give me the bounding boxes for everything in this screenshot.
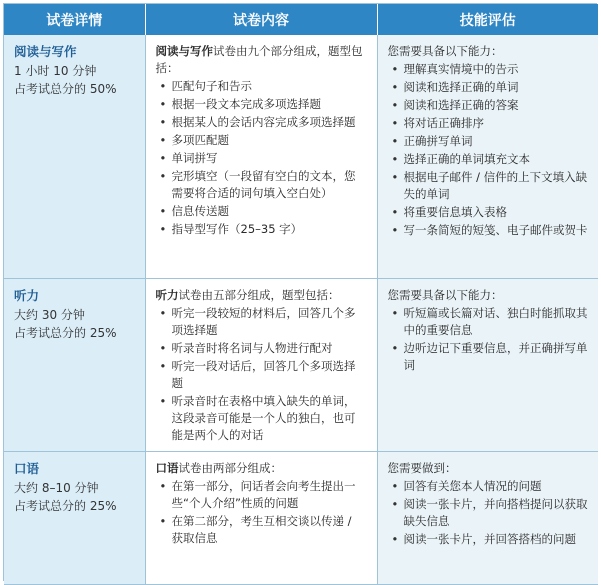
list-item: • 回答有关您本人情况的问题 — [388, 478, 589, 495]
duration-text: 大约 8–10 分钟 — [14, 480, 99, 495]
content-cell — [145, 278, 377, 451]
weight-text: 占考试总分的 25% — [14, 498, 117, 513]
skills-list — [388, 61, 589, 239]
skills-cell — [377, 451, 598, 584]
details-cell — [4, 35, 145, 278]
list-item: • 阅读和选择正确的答案 — [388, 97, 589, 114]
header-skills: 技能评估 — [377, 4, 598, 35]
content-rest: 试卷由两部分组成： — [178, 460, 282, 475]
list-item: • 将对话正确排序 — [388, 115, 589, 132]
content-cell — [145, 35, 377, 278]
section-row-speaking — [4, 451, 598, 584]
content-cell — [145, 451, 377, 584]
skills-list — [388, 305, 589, 374]
list-item: • 阅读一张卡片，并回答搭档的问题 — [388, 531, 589, 548]
content-lead: 口语 — [155, 460, 179, 475]
list-item: • 根据一段文本完成多项选择题 — [156, 96, 367, 113]
content-lead: 听力 — [155, 287, 179, 302]
section-row-listening — [4, 278, 598, 451]
list-item: • 听短篇或长篇对话、独白时能抓取其中的重要信息 — [388, 305, 589, 339]
list-item: • 听录音时在表格中填入缺失的单词，这段录音可能是一个人的独白，也可能是两个人的对话 — [156, 393, 367, 444]
list-item: • 阅读一张卡片，并向搭档提问以获取缺失信息 — [388, 496, 589, 530]
header-content: 试卷内容 — [145, 4, 377, 35]
content-list — [156, 478, 367, 547]
list-item: • 正确拼写单词 — [388, 133, 589, 150]
list-item: • 将重要信息填入表格 — [388, 204, 589, 221]
header-row — [4, 4, 598, 35]
exam-table-container — [3, 3, 597, 581]
list-item: • 单词拼写 — [156, 150, 367, 167]
list-item: • 匹配句子和告示 — [156, 78, 367, 95]
section-title: 阅读与写作 — [14, 44, 77, 59]
weight-text: 占考试总分的 25% — [14, 325, 117, 340]
section-title: 口语 — [14, 460, 40, 476]
skills-list — [388, 478, 589, 548]
header-details: 试卷详情 — [4, 4, 145, 35]
content-intro — [156, 460, 367, 477]
details-cell — [4, 278, 145, 451]
details-cell — [4, 451, 145, 584]
content-rest: 试卷由九个部分组成，题型包括： — [155, 44, 363, 75]
content-intro — [156, 43, 367, 77]
content-intro — [156, 287, 367, 304]
skills-intro: 您需要做到： — [387, 460, 457, 475]
list-item: • 选择正确的单词填充文本 — [388, 151, 589, 168]
list-item: • 根据某人的会话内容完成多项选择题 — [156, 114, 367, 131]
list-item: • 信息传送题 — [156, 203, 367, 220]
section-row-reading-writing — [4, 35, 598, 278]
list-item: • 根据电子邮件 / 信件的上下文填入缺失的单词 — [388, 169, 589, 203]
list-item: • 在第一部分，问话者会向考生提出一些“个人介绍”性质的问题 — [156, 478, 367, 512]
list-item: • 听录音时将名词与人物进行配对 — [156, 340, 367, 357]
list-item: • 指导型写作（25–35 字） — [156, 221, 367, 238]
skills-cell — [377, 35, 598, 278]
weight-text: 占考试总分的 50% — [14, 82, 117, 96]
skills-cell — [377, 278, 598, 451]
list-item: • 写一条简短的短笺、电子邮件或贺卡 — [388, 222, 589, 239]
list-item: • 完形填空（一段留有空白的文本，您需要将合适的词句填入空白处） — [156, 168, 367, 202]
list-item: • 理解真实情境中的告示 — [388, 61, 589, 78]
duration-text: 大约 30 分钟 — [14, 307, 85, 322]
skills-intro: 您需要具备以下能力： — [387, 287, 503, 302]
skills-intro: 您需要具备以下能力： — [387, 44, 503, 58]
list-item: • 在第二部分，考生互相交谈以传递 / 获取信息 — [156, 513, 367, 547]
content-lead: 阅读与写作 — [155, 44, 213, 58]
content-rest: 试卷由五部分组成，题型包括： — [178, 287, 340, 302]
list-item: • 多项匹配题 — [156, 132, 367, 149]
list-item: • 阅读和选择正确的单词 — [388, 79, 589, 96]
content-list — [156, 78, 367, 238]
exam-structure-table — [4, 4, 598, 585]
list-item: • 边听边记下重要信息，并正确拼写单词 — [388, 340, 589, 374]
duration-text: 1 小时 10 分钟 — [14, 64, 97, 78]
list-item: • 听完一段对话后，回答几个多项选择题 — [156, 358, 367, 392]
section-title: 听力 — [14, 287, 40, 303]
list-item: • 听完一段较短的材料后，回答几个多项选择题 — [156, 305, 367, 339]
content-list — [156, 305, 367, 444]
